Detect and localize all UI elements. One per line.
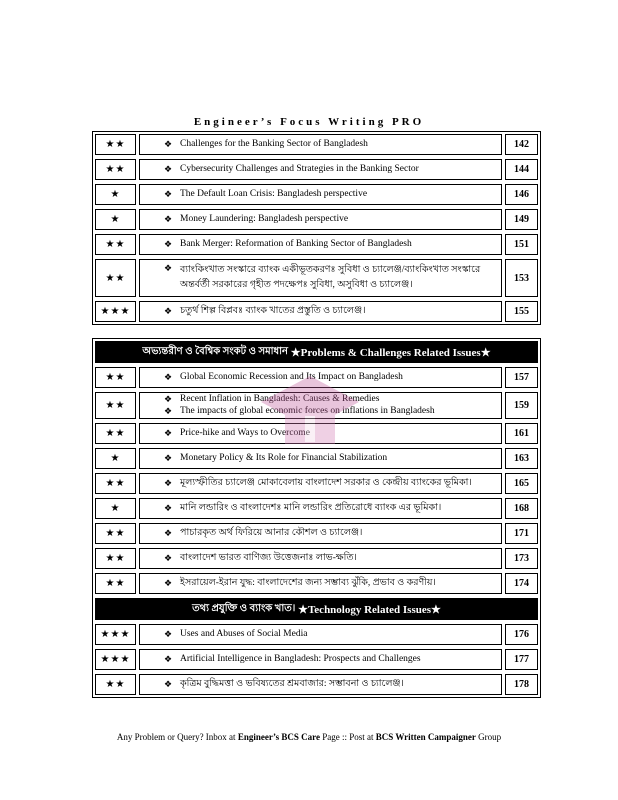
toc-entry-title: Cybersecurity Challenges and Strategies in the Banking Sector xyxy=(180,163,419,174)
page-header: Engineer’s Focus Writing PRO xyxy=(193,116,425,128)
footer-page-name[interactable]: Engineer’s BCS Care xyxy=(237,732,320,742)
page-number: 153 xyxy=(505,259,538,297)
toc-row xyxy=(95,573,538,594)
page-number: 159 xyxy=(505,392,538,419)
star-rating: ★★ xyxy=(95,423,136,444)
toc-row xyxy=(95,649,538,670)
star-rating: ★ xyxy=(95,209,136,230)
toc-row xyxy=(95,473,538,494)
page-number: 163 xyxy=(505,448,538,469)
toc-entry-title: Bank Merger: Reformation of Banking Sector of Bangladesh xyxy=(180,238,412,249)
toc-entry-title: মূল্যস্ফীতির চ্যালেঞ্জ মোকাবেলায় বাংলাদেশ সরকার ও কেন্দ্রীয় ব্যাংকের ভূমিকা। xyxy=(180,477,472,488)
toc-entry[interactable] xyxy=(139,423,502,444)
toc-entry[interactable] xyxy=(139,448,502,469)
toc-entry-title: চতুর্থ শিল্প বিপ্লবঃ ব্যাংক খাতের প্রস্তুতি ও চ্যালেঞ্জ। xyxy=(180,305,366,316)
page-number: 144 xyxy=(505,159,538,180)
page-number: 177 xyxy=(505,649,538,670)
star-rating: ★★ xyxy=(95,259,136,297)
footer-text: Any Problem or Query? Inbox at xyxy=(116,732,236,742)
star-rating: ★★ xyxy=(95,159,136,180)
page-footer xyxy=(0,732,618,742)
page-number: 174 xyxy=(505,573,538,594)
star-rating: ★★ xyxy=(95,548,136,569)
section-heading-bn: অভ্যন্তরীণ ও বৈশ্বিক সংকট ও সমাধান xyxy=(142,345,289,357)
toc-entry[interactable] xyxy=(139,209,502,230)
page-number: 168 xyxy=(505,498,538,519)
diamond-bullet-icon: ❖ xyxy=(164,527,173,538)
toc-entry-title: Challenges for the Banking Sector of Bangladesh xyxy=(180,138,368,149)
toc-entry-title: পাচারকৃত অর্থ ফিরিয়ে আনার কৌশল ও চ্যালেঞ্জ। xyxy=(180,527,363,538)
toc-entry[interactable] xyxy=(139,134,502,155)
diamond-bullet-icon: ❖ xyxy=(164,653,173,664)
toc-entry[interactable] xyxy=(139,674,502,695)
toc-entry-title: Recent Inflation in Bangladesh: Causes & Remedies xyxy=(180,393,380,404)
diamond-bullet-icon: ❖ xyxy=(164,502,173,513)
page-number: 161 xyxy=(505,423,538,444)
toc-entry-title: কৃত্রিম বুদ্ধিমত্তা ও ভবিষ্যতের শ্রমবাজার: সম্ভাবনা ও চ্যালেঞ্জ। xyxy=(180,678,404,689)
star-rating: ★★ xyxy=(95,473,136,494)
section-heading-en: ★Technology Related Issues★ xyxy=(298,603,441,616)
toc-entry-title: Global Economic Recession and Its Impact on Bangladesh xyxy=(180,371,403,382)
toc-row xyxy=(95,159,538,180)
toc-issues-box xyxy=(92,338,541,698)
page-number: 171 xyxy=(505,523,538,544)
toc-row xyxy=(95,624,538,645)
diamond-bullet-icon: ❖ xyxy=(164,305,173,316)
toc-entry[interactable] xyxy=(139,548,502,569)
diamond-bullet-icon: ❖ xyxy=(164,188,173,199)
page-number: 151 xyxy=(505,234,538,255)
toc-entry-title: ব্যাংকিংখাত সংস্কারে ব্যাংক একীভূতকরণঃ সুবিধা ও চ্যালেঞ্জ/ব্যাংকিংখাত সংস্কারে অন্তর্বর্তী সরকারের গৃহীত পদক্ষেপঃ সুবিধা, অসুবিধা ও চ্যালেঞ্জ। xyxy=(180,265,481,290)
star-rating: ★★★ xyxy=(95,649,136,670)
toc-entry-title: Monetary Policy & Its Role for Financial Stabilization xyxy=(180,452,388,463)
toc-row xyxy=(95,134,538,155)
diamond-bullet-icon: ❖ xyxy=(164,371,173,382)
section-heading-problems xyxy=(95,341,538,363)
toc-entry[interactable] xyxy=(139,184,502,205)
toc-row xyxy=(95,234,538,255)
star-rating: ★★★ xyxy=(95,301,136,322)
diamond-bullet-icon: ❖ xyxy=(164,163,173,174)
star-rating: ★ xyxy=(95,448,136,469)
toc-row xyxy=(95,367,538,388)
page-number: 155 xyxy=(505,301,538,322)
toc-row xyxy=(95,209,538,230)
page-number: 173 xyxy=(505,548,538,569)
page-number: 178 xyxy=(505,674,538,695)
page-number: 142 xyxy=(505,134,538,155)
toc-entry-title: Price-hike and Ways to Overcome xyxy=(180,427,310,438)
toc-row xyxy=(95,423,538,444)
star-rating: ★★ xyxy=(95,367,136,388)
page-number: 149 xyxy=(505,209,538,230)
toc-row xyxy=(95,448,538,469)
toc-entry[interactable] xyxy=(139,498,502,519)
toc-row xyxy=(95,548,538,569)
section-heading-technology xyxy=(95,598,538,620)
toc-entry[interactable] xyxy=(139,523,502,544)
toc-entry-title: Artificial Intelligence in Bangladesh: Prospects and Challenges xyxy=(180,653,421,664)
diamond-bullet-icon: ❖ xyxy=(164,213,173,224)
toc-entry[interactable] xyxy=(139,259,502,297)
diamond-bullet-icon: ❖ xyxy=(164,678,173,689)
diamond-bullet-icon: ❖ xyxy=(164,577,173,588)
footer-text: Group xyxy=(478,732,502,742)
star-rating: ★ xyxy=(95,498,136,519)
toc-entry-title: The impacts of global economic forces on inflations in Bangladesh xyxy=(180,405,435,416)
star-rating: ★★ xyxy=(95,674,136,695)
page-number: 165 xyxy=(505,473,538,494)
toc-entry[interactable] xyxy=(139,473,502,494)
diamond-bullet-icon: ❖ xyxy=(164,628,173,639)
toc-entry-title: The Default Loan Crisis: Bangladesh perspective xyxy=(180,188,368,199)
diamond-bullet-icon: ❖ xyxy=(164,552,173,563)
toc-row xyxy=(95,498,538,519)
footer-group-name[interactable]: BCS Written Campaigner xyxy=(375,732,476,742)
toc-entry[interactable] xyxy=(139,367,502,388)
toc-row xyxy=(95,259,538,297)
page-number: 176 xyxy=(505,624,538,645)
star-rating: ★★★ xyxy=(95,624,136,645)
toc-entry[interactable] xyxy=(139,573,502,594)
toc-entry-title: Uses and Abuses of Social Media xyxy=(180,628,308,639)
diamond-bullet-icon: ❖ xyxy=(164,477,173,488)
diamond-bullet-icon: ❖ xyxy=(164,263,173,273)
diamond-bullet-icon: ❖ xyxy=(164,427,173,438)
toc-entry[interactable] xyxy=(139,234,502,255)
diamond-bullet-icon: ❖ xyxy=(164,138,173,149)
page-number: 146 xyxy=(505,184,538,205)
section-heading-bn: তথ্য প্রযুক্তি ও ব্যাংক খাত। xyxy=(192,602,296,614)
toc-row xyxy=(95,392,538,419)
footer-text: Page :: Post at xyxy=(322,732,374,742)
toc-entry[interactable] xyxy=(139,159,502,180)
star-rating: ★★ xyxy=(95,134,136,155)
star-rating: ★★ xyxy=(95,523,136,544)
toc-entry-title: ইসরায়েল-ইরান যুদ্ধ: বাংলাদেশের জন্য সম্ভাব্য ঝুঁকি, প্রভাব ও করণীয়। xyxy=(180,577,436,588)
section-heading-en: ★Problems & Challenges Related Issues★ xyxy=(290,346,491,359)
star-rating: ★ xyxy=(95,184,136,205)
diamond-bullet-icon: ❖ xyxy=(164,405,173,416)
toc-row xyxy=(95,523,538,544)
toc-entry[interactable] xyxy=(139,301,502,322)
toc-entry[interactable] xyxy=(139,392,502,419)
star-rating: ★★ xyxy=(95,573,136,594)
toc-entry[interactable] xyxy=(139,649,502,670)
star-rating: ★★ xyxy=(95,392,136,419)
toc-row xyxy=(95,184,538,205)
toc-entry-title: মানি লন্ডারিং ও বাংলাদেশঃ মানি লন্ডারিং প্রতিরোধে ব্যাংক এর ভূমিকা। xyxy=(180,502,442,513)
toc-row xyxy=(95,674,538,695)
toc-entry-title: বাংলাদেশ ভারত বাণিজ্য উত্তেজনাঃ লাভ-ক্ষতি। xyxy=(180,552,357,563)
page-number: 157 xyxy=(505,367,538,388)
diamond-bullet-icon: ❖ xyxy=(164,452,173,463)
diamond-bullet-icon: ❖ xyxy=(164,238,173,249)
toc-entry-title: Money Laundering: Bangladesh perspective xyxy=(180,213,349,224)
toc-banking-box xyxy=(92,131,541,325)
diamond-bullet-icon: ❖ xyxy=(164,393,173,404)
star-rating: ★★ xyxy=(95,234,136,255)
toc-entry[interactable] xyxy=(139,624,502,645)
toc-row xyxy=(95,301,538,322)
